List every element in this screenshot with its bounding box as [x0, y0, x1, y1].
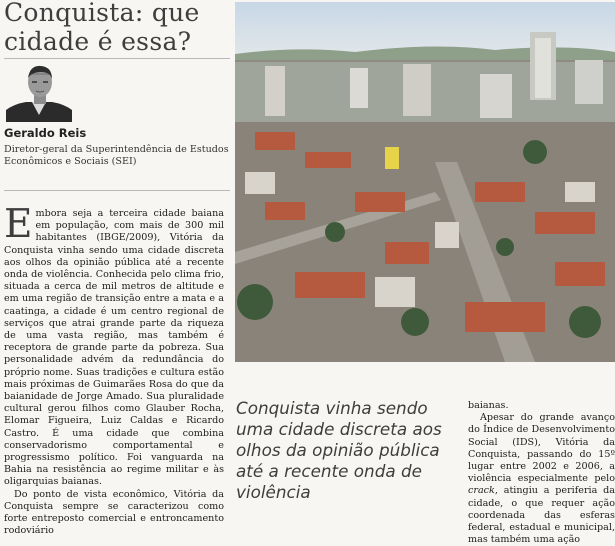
paragraph-1 [4, 202, 224, 489]
author-portrait [6, 60, 72, 122]
article-body-continued [468, 400, 615, 546]
title-line-1: Conquista: que [4, 0, 200, 27]
continued-crack: crack [468, 485, 495, 497]
author-role: Diretor-geral da Superintendência de Estudos Econômicos e Sociais (SEI) [4, 144, 229, 167]
continued-text-a: Apesar do grande avanço do Índice de Desenvolvimento Social (IDS), Vitória da Conquista, passando do 15º lugar entre 2002 e 2006, a violência especialmente pelo [468, 412, 615, 485]
byline-divider [4, 190, 230, 191]
paragraph-1-text: mbora seja a terceira cidade baiana em população, com mais de 300 mil habitantes (IBGE/2009), Vitória da Conquista vinha sendo uma cidade discreta aos olhos da opinião pública até a recente onda de violência. Conhecida pelo clima frio, situada a cerca de mil metros de altitude e em uma região de transição entre a mata e a caatinga, a cidade é um centro regional de serviços que atrai grande parte da riqueza de uma vasta região, mas também é receptora de grande parte da pobreza. Sua personalidade advém da redundância do próprio nome. Suas tradições e cultura estão mais próximas de Guimarães Rosa do que da baianidade de Jorge Amado. Sua pluralidade cultural gerou filhos como Glauber Rocha, Elomar Figueira, Luiz Caldas e Ricardo Castro. É uma cidade que combina conservadorismo comportamental e progressismo político. Foi vanguarda na Bahia na resistência ao regime militar e às oligarquias baianas. [4, 208, 224, 488]
title-divider [4, 58, 230, 59]
continued-text-b: , atingiu a periferia da cidade, o que requer ação coordenada das esferas federal, estadual e municipal, mas também uma ação [468, 485, 615, 546]
continued-paragraph [468, 412, 615, 546]
city-aerial-photo [235, 2, 615, 362]
article-title [4, 0, 230, 56]
drop-cap: E [4, 202, 33, 247]
author-name: Geraldo Reis [4, 126, 87, 140]
continued-tail: baianas. [468, 400, 509, 411]
paragraph-2: Do ponto de vista econômico, Vitória da Conquista sempre se caracterizou como forte entreposto comercial e entroncamento rodoviário [4, 488, 224, 537]
pull-quote: Conquista vinha sendo uma cidade discreta aos olhos da opinião pública até a recente onda de violência [236, 398, 442, 502]
title-line-2: cidade é essa? [4, 27, 192, 56]
article-body [4, 202, 224, 537]
